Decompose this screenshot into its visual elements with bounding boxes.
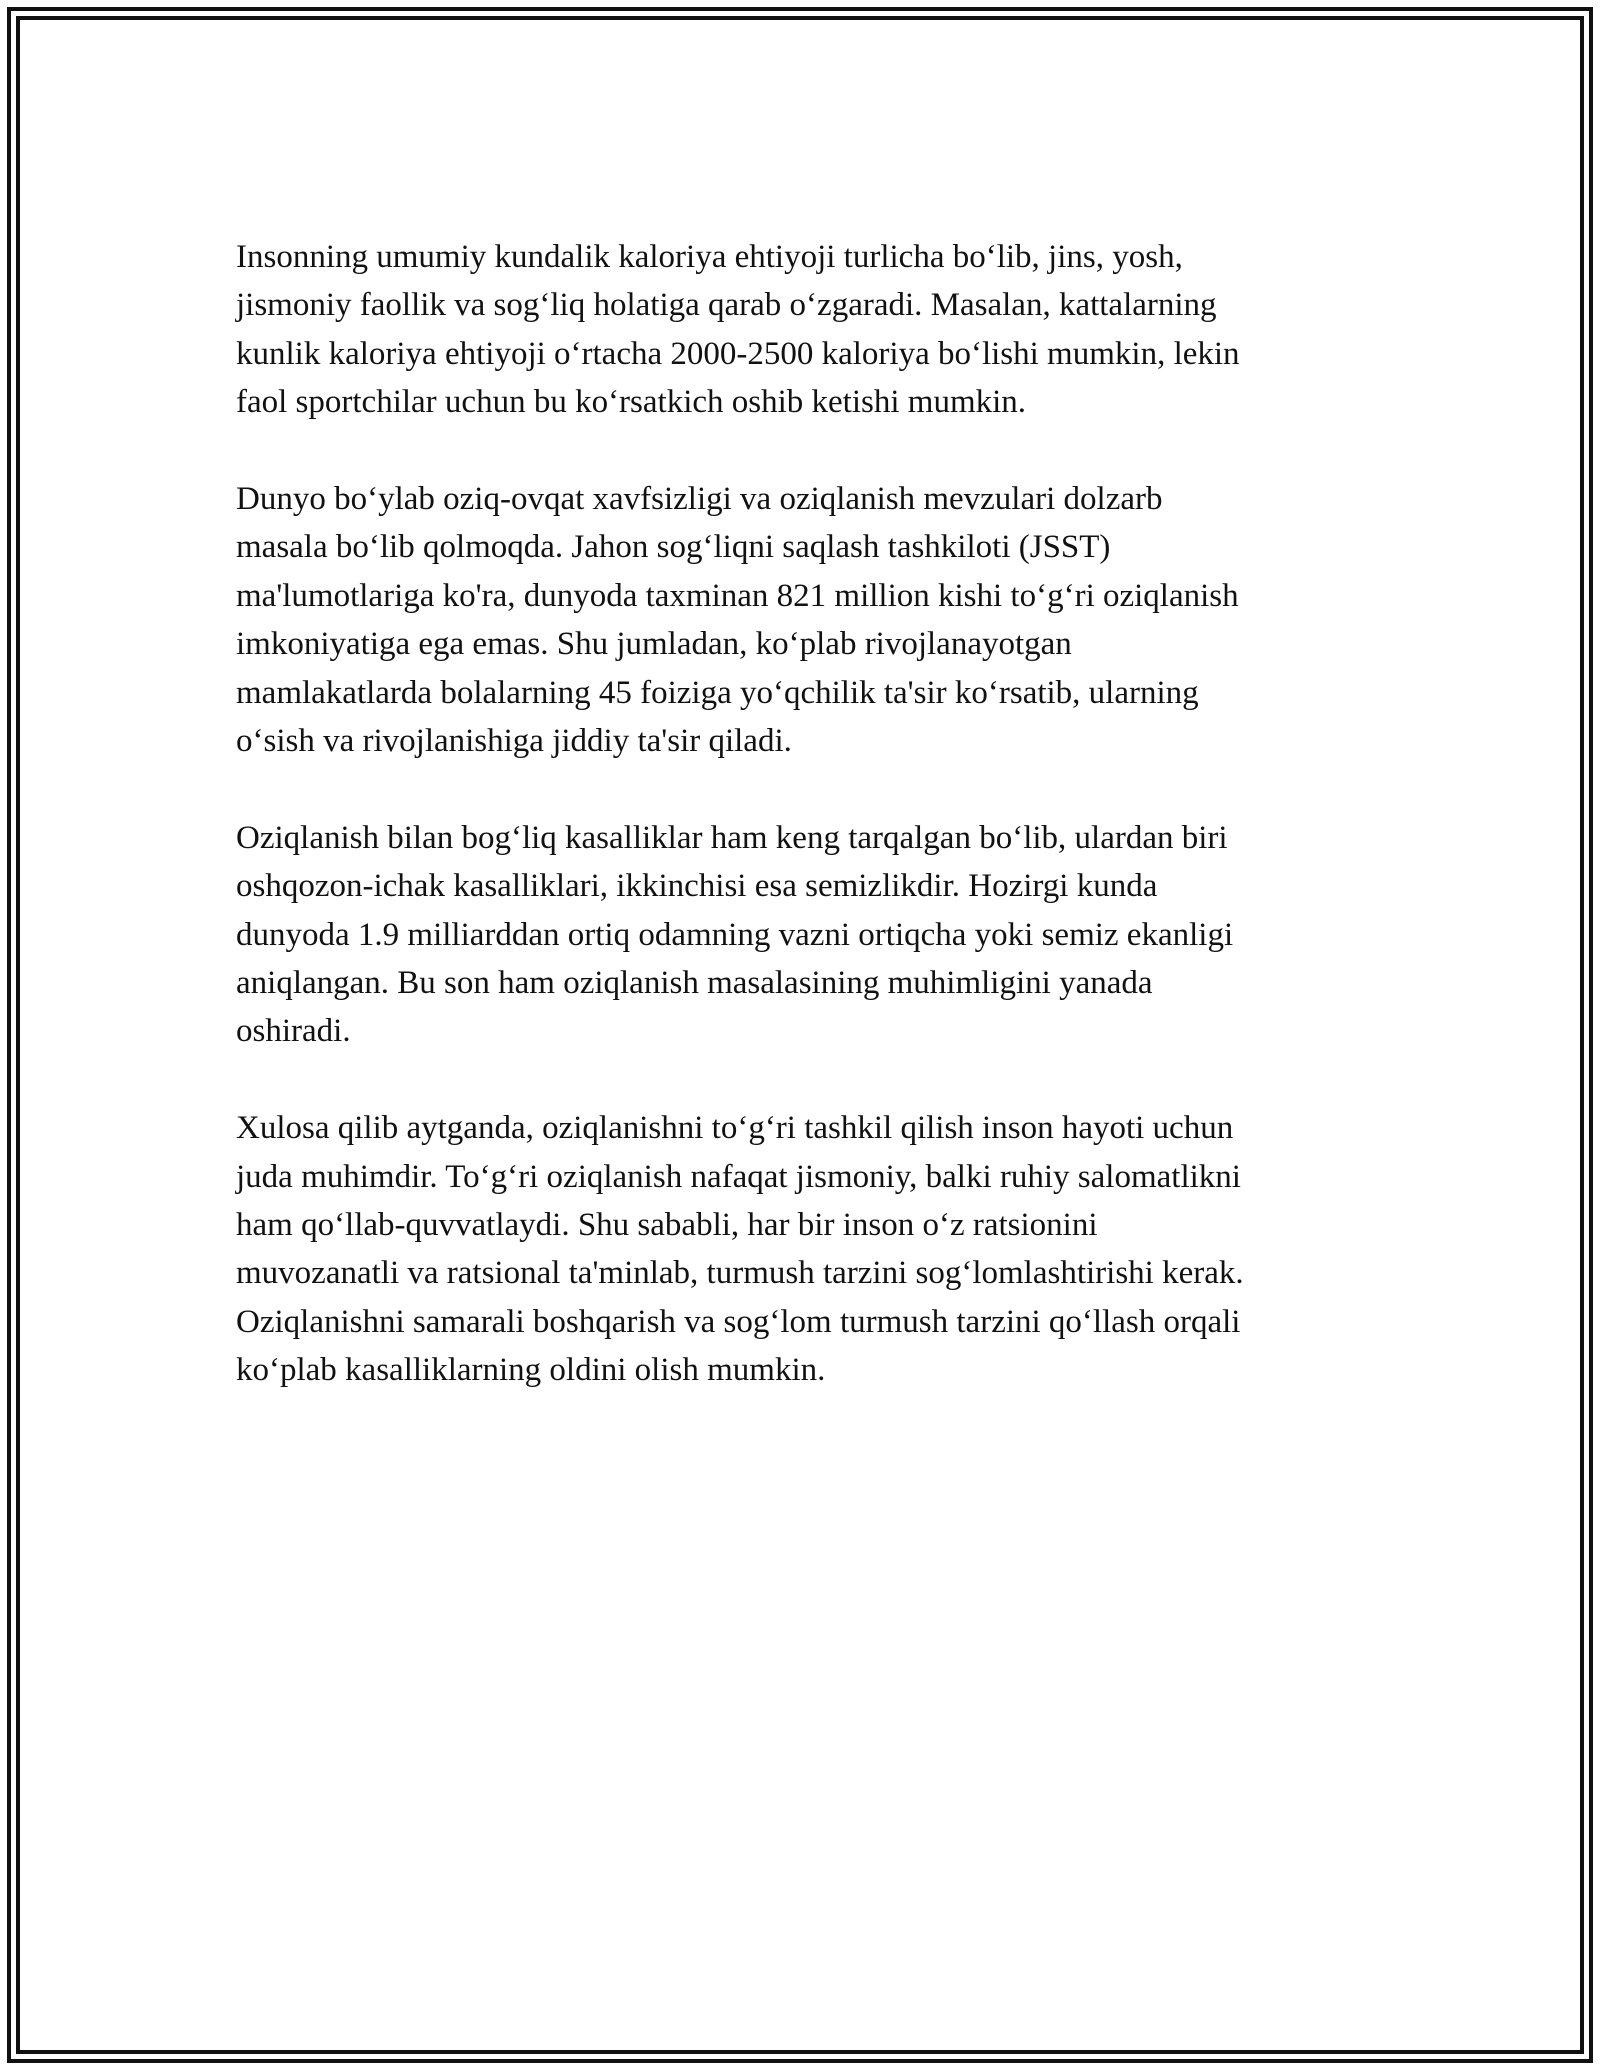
text-line: o‘sish va rivojlanishiga jiddiy ta'sir qiladi. xyxy=(236,723,792,760)
text-line: jismoniy faollik va sog‘liq holatiga qarab o‘zgaradi. Masalan, kattalarning xyxy=(236,287,1217,324)
text-line: ko‘plab kasalliklarning oldini olish mumkin. xyxy=(236,1352,826,1389)
text-line: faol sportchilar uchun bu ko‘rsatkich oshib ketishi mumkin. xyxy=(236,384,1027,421)
text-line: kunlik kaloriya ehtiyoji o‘rtacha 2000-2500 kaloriya bo‘lishi mumkin, lekin xyxy=(236,335,1240,372)
text-line: mamlakatlarda bolalarning 45 foiziga yo‘qchilik ta'sir ko‘rsatib, ularning xyxy=(236,674,1199,711)
text-line: Insonning umumiy kundalik kaloriya ehtiyoji turlicha bo‘lib, jins, yosh, xyxy=(236,239,1183,275)
document-body xyxy=(236,233,1366,1395)
text-line: oshiradi. xyxy=(236,1013,351,1050)
text-line: ham qo‘llab-quvvatlaydi. Shu sababli, har bir inson o‘z ratsionini xyxy=(236,1207,1098,1244)
text-line: aniqlangan. Bu son ham oziqlanish masalasining muhimligini yanada xyxy=(236,965,1153,1002)
text-line: juda muhimdir. To‘g‘ri oziqlanish nafaqat jismoniy, balki ruhiy salomatlikni xyxy=(236,1158,1241,1195)
text-line: masala bo‘lib qolmoqda. Jahon sog‘liqni saqlash tashkiloti (JSST) xyxy=(236,529,1111,566)
text-line: oshqozon-ichak kasalliklari, ikkinchisi esa semizlikdir. Hozirgi kunda xyxy=(236,868,1158,905)
text-line: Oziqlanish bilan bog‘liq kasalliklar ham keng tarqalgan bo‘lib, ulardan biri xyxy=(236,819,1228,856)
paragraph-food-security xyxy=(236,475,1366,765)
text-line: ma'lumotlariga ko'ra, dunyoda taxminan 821 million kishi to‘g‘ri oziqlanish xyxy=(236,577,1239,614)
text-line: Dunyo bo‘ylab oziq-ovqat xavfsizligi va oziqlanish mevzulari dolzarb xyxy=(236,481,1163,518)
text-line: imkoniyatiga ega emas. Shu jumladan, ko‘plab rivojlanayotgan xyxy=(236,626,1072,663)
text-line: Xulosa qilib aytganda, oziqlanishni to‘g‘ri tashkil qilish inson hayoti uchun xyxy=(236,1110,1234,1147)
paragraph-conclusion xyxy=(236,1104,1366,1394)
text-line: Oziqlanishni samarali boshqarish va sog‘lom turmush tarzini qo‘llash orqali xyxy=(236,1303,1241,1340)
text-line: muvozanatli va ratsional ta'minlab, turmush tarzini sog‘lomlashtirishi kerak. xyxy=(236,1255,1244,1292)
paragraph-calorie-needs xyxy=(236,233,1366,427)
paragraph-nutrition-diseases xyxy=(236,814,1366,1056)
text-line: dunyoda 1.9 milliarddan ortiq odamning vazni ortiqcha yoki semiz ekanligi xyxy=(236,916,1234,953)
